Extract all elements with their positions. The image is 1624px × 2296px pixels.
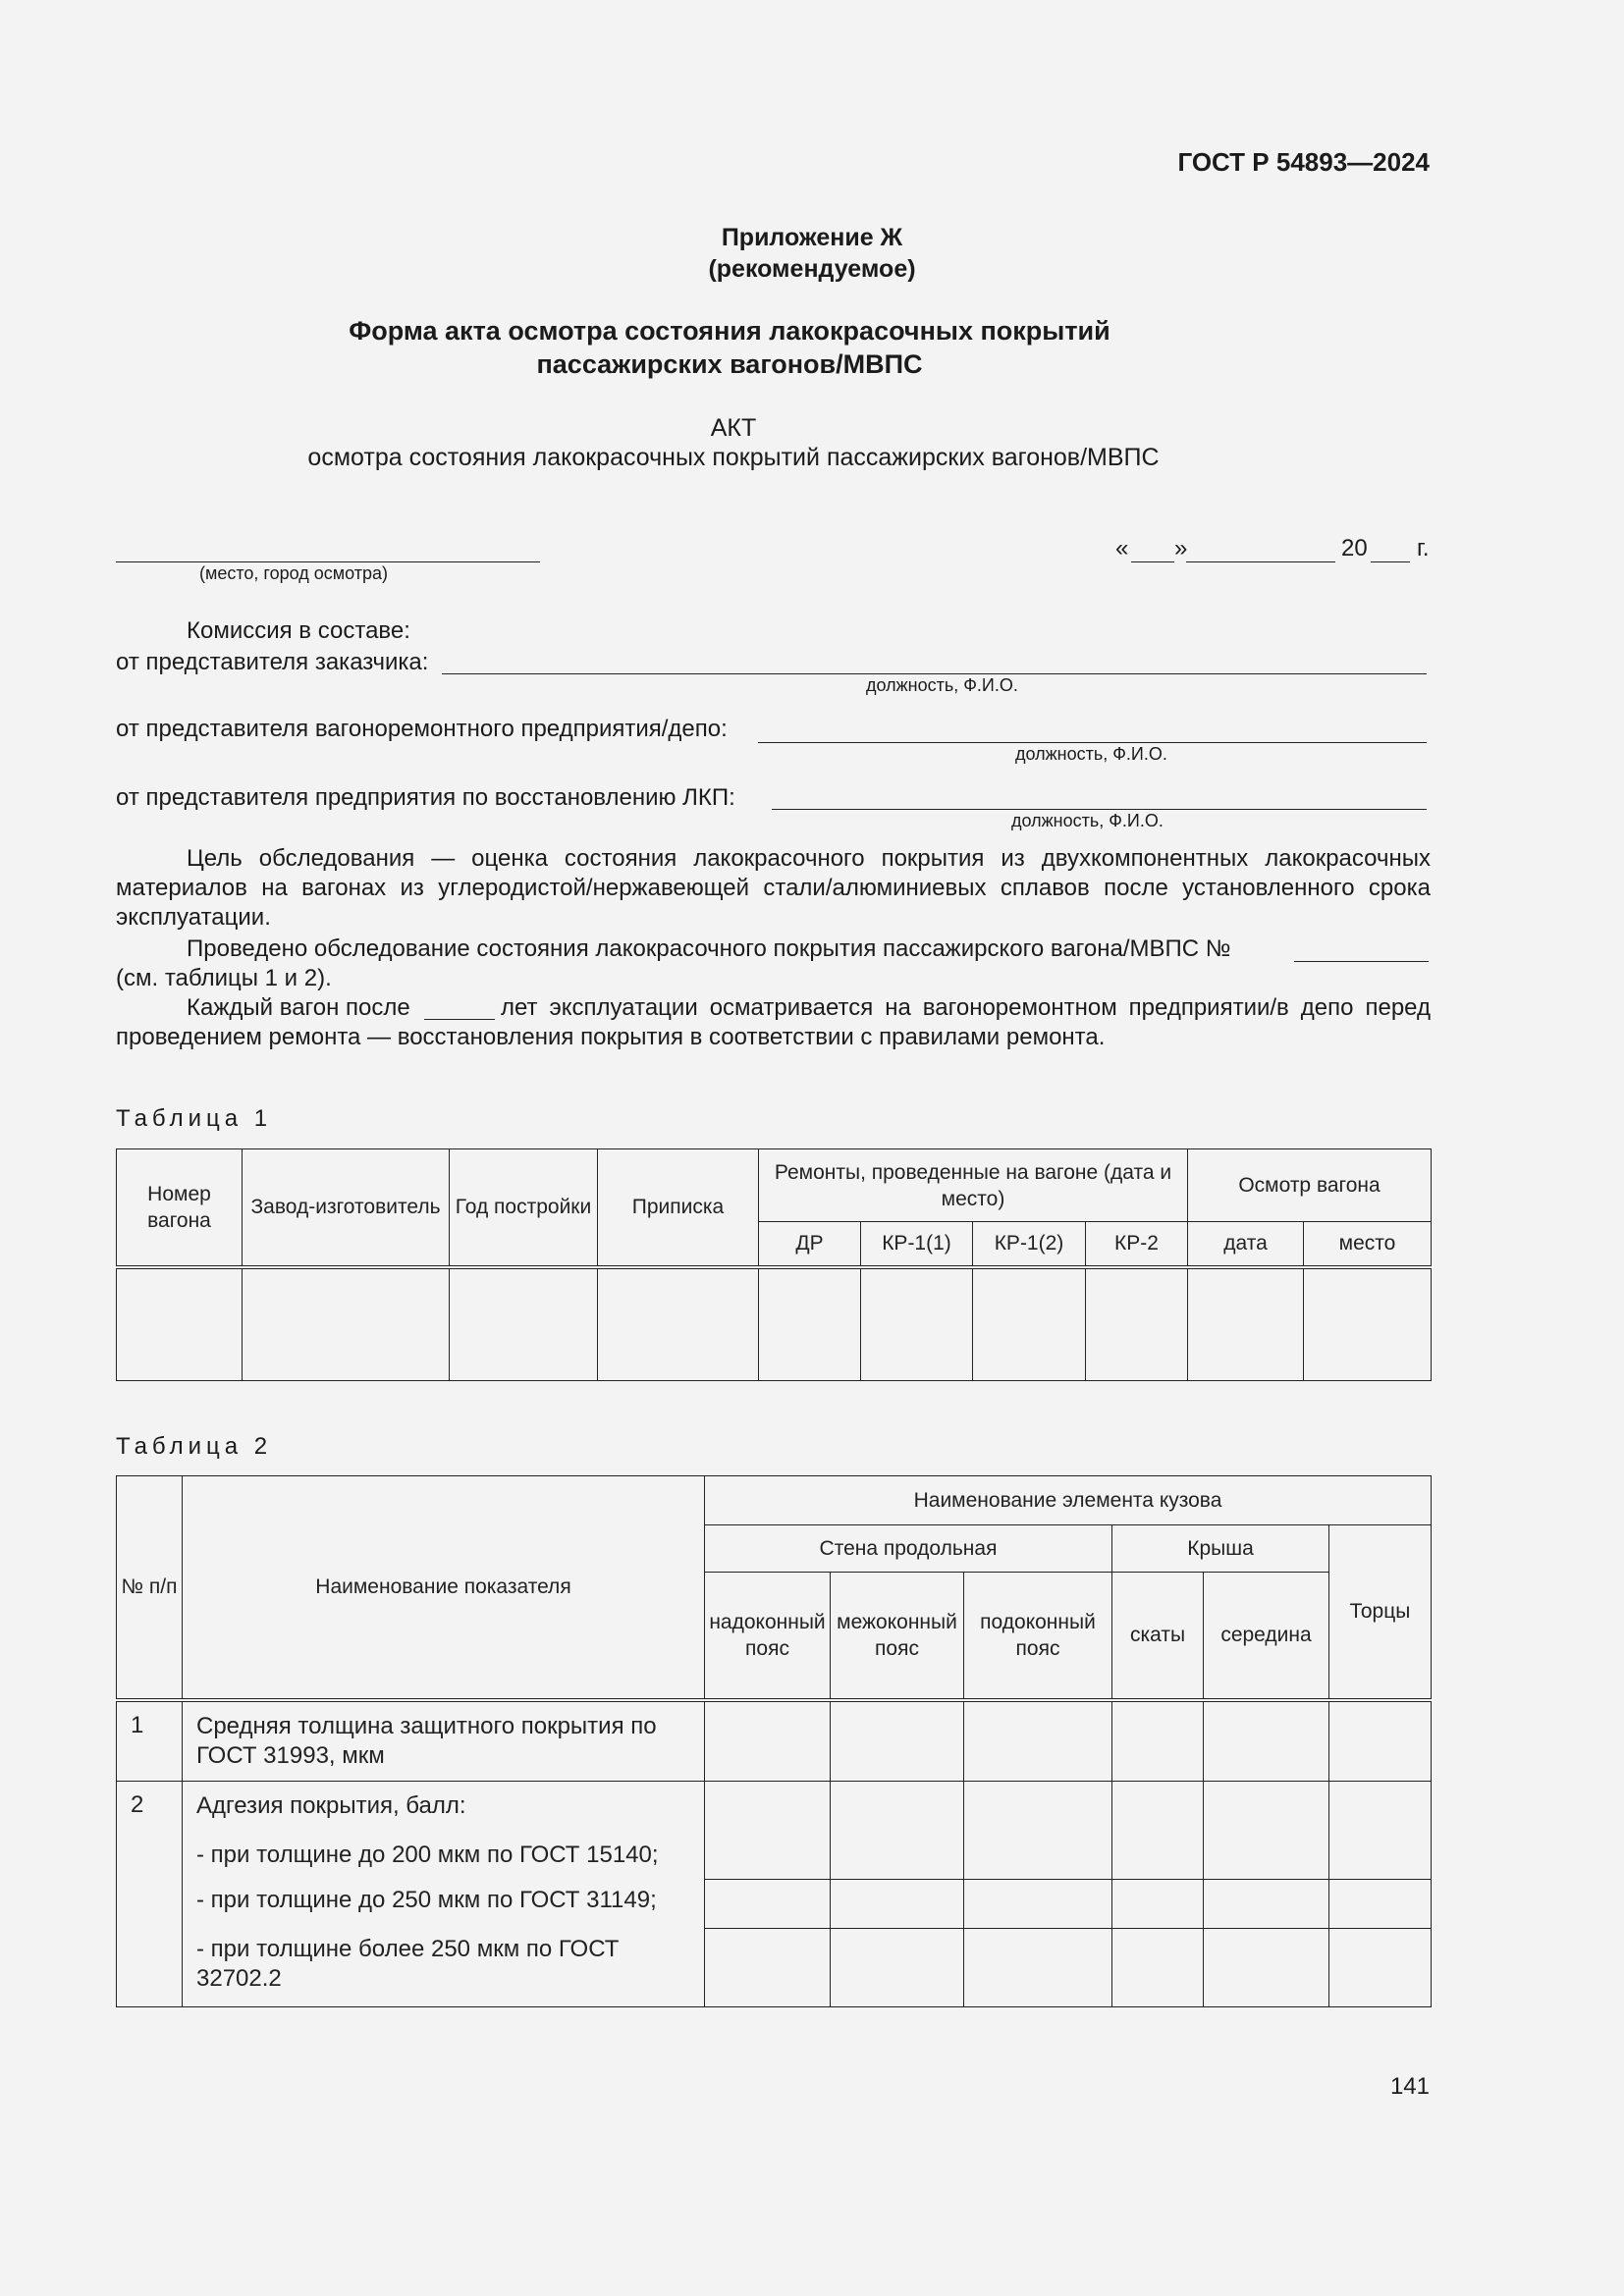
t2-sub-between-window: межоконный пояс: [831, 1573, 964, 1700]
date-year-blank: [1371, 561, 1410, 562]
customer-label: от представителя заказчика:: [116, 649, 429, 675]
table-cell[interactable]: [1329, 1880, 1432, 1929]
row-indicator-title: Адгезия покрытия, балл:: [196, 1791, 466, 1819]
t1-sub-kr12: КР-1(2): [973, 1222, 1086, 1267]
table-cell[interactable]: [973, 1267, 1086, 1381]
table-cell[interactable]: [759, 1267, 861, 1381]
t1-sub-date: дата: [1188, 1222, 1304, 1267]
row-number: 1: [117, 1700, 183, 1782]
table-cell[interactable]: [831, 1880, 964, 1929]
t2-header-indicator: Наименование показателя: [183, 1476, 705, 1700]
commission-intro: Комиссия в составе:: [187, 617, 410, 644]
t1-header-manufacturer: Завод-изготовитель: [243, 1149, 450, 1267]
table-cell[interactable]: [964, 1781, 1112, 1880]
standard-number: ГОСТ Р 54893—2024: [1177, 147, 1430, 177]
t2-header-element: Наименование элемента кузова: [705, 1476, 1432, 1525]
table-cell[interactable]: [1329, 1700, 1432, 1782]
t1-header-assignment: Приписка: [598, 1149, 759, 1267]
t2-header-roof: Крыша: [1112, 1525, 1329, 1573]
inspection-text: Проведено обследование состояния лакокрасочного покрытия пассажирского вагона/МВПС №: [187, 935, 1231, 962]
t1-header-car-number: Номер вагона: [117, 1149, 243, 1267]
table-cell[interactable]: [1204, 1700, 1329, 1782]
table-cell[interactable]: [243, 1267, 450, 1381]
t2-header-no: № п/п: [117, 1476, 183, 1700]
table-cell[interactable]: [1112, 1700, 1204, 1782]
table-cell[interactable]: [450, 1267, 598, 1381]
date-year-prefix: 20: [1341, 535, 1368, 561]
table-cell[interactable]: [1112, 1880, 1204, 1929]
table-cell[interactable]: [1112, 1781, 1204, 1880]
table2: [116, 1475, 1432, 2007]
table-cell[interactable]: [1329, 1929, 1432, 2007]
t1-sub-kr11: КР-1(1): [861, 1222, 973, 1267]
table-cell[interactable]: [831, 1929, 964, 2007]
table-cell[interactable]: [1329, 1781, 1432, 1880]
date-year-suffix: г.: [1417, 535, 1430, 561]
years-text-start: Каждый вагон после: [187, 994, 410, 1021]
table-cell[interactable]: [964, 1700, 1112, 1782]
car-number-blank: [1294, 961, 1429, 962]
depot-blank-line: [758, 742, 1427, 743]
place-blank-line: [116, 561, 540, 562]
t2-sub-middle: середина: [1204, 1573, 1329, 1700]
appendix-type: (рекомендуемое): [708, 255, 916, 283]
table-cell[interactable]: [705, 1781, 831, 1880]
table-cell[interactable]: [861, 1267, 973, 1381]
table-cell[interactable]: [705, 1700, 831, 1782]
table-row: [117, 1929, 1432, 2007]
table-cell[interactable]: [598, 1267, 759, 1381]
appendix-title: Приложение Ж: [721, 224, 903, 251]
t1-header-year: Год постройки: [450, 1149, 598, 1267]
lkp-blank-line: [772, 809, 1427, 810]
table-cell[interactable]: [1204, 1781, 1329, 1880]
table-cell[interactable]: [1188, 1267, 1304, 1381]
t2-sub-above-window: надоконный пояс: [705, 1573, 831, 1700]
table-row: [117, 1880, 1432, 1929]
row-indicator-adhesion: [183, 1781, 705, 1880]
lkp-hint: должность, Ф.И.О.: [1011, 811, 1164, 830]
depot-hint: должность, Ф.И.О.: [1015, 744, 1167, 764]
table-cell[interactable]: [1112, 1929, 1204, 2007]
table-cell[interactable]: [1304, 1267, 1432, 1381]
table-cell[interactable]: [1086, 1267, 1188, 1381]
t2-sub-below-window: подоконный пояс: [964, 1573, 1112, 1700]
t1-sub-dr: ДР: [759, 1222, 861, 1267]
purpose-paragraph: Цель обследования — оценка состояния лакокрасочного покрытия из двухкомпонентных лакокрасочных материалов на вагонах из углеродистой/нержавеющей стали/алюминиевых сплавов после установленного срока эксплуатации.: [116, 845, 1431, 931]
table-cell[interactable]: [117, 1267, 243, 1381]
table-cell[interactable]: [964, 1929, 1112, 2007]
customer-hint: должность, Ф.И.О.: [866, 675, 1018, 695]
act-title: АКТ: [710, 414, 757, 442]
tables-reference: (см. таблицы 1 и 2).: [116, 965, 332, 991]
row-number: 2: [117, 1781, 183, 2007]
table-cell[interactable]: [1204, 1880, 1329, 1929]
table2-caption: Таблица 2: [116, 1433, 273, 1460]
page-number: 141: [1389, 2073, 1430, 2100]
date-quote-close: »: [1174, 535, 1188, 561]
table-row: [117, 1267, 1432, 1381]
table-cell[interactable]: [964, 1880, 1112, 1929]
act-subtitle: осмотра состояния лакокрасочных покрытий пассажирских вагонов/МВПС: [307, 444, 1160, 471]
years-text-rest: лет эксплуатации осматривается на вагоноремонтном предприятии/в депо перед проведением ремонта — восстановления покрытия в соответствии с правилами ремонта.: [116, 994, 1431, 1050]
lkp-label: от представителя предприятия по восстановлению ЛКП:: [116, 784, 735, 811]
t1-header-inspection: Осмотр вагона: [1188, 1149, 1432, 1222]
table-cell[interactable]: [705, 1880, 831, 1929]
row-indicator-item: - при толщине до 200 мкм по ГОСТ 15140;: [196, 1841, 659, 1868]
row-indicator: Средняя толщина защитного покрытия по ГОСТ 31993, мкм: [183, 1700, 705, 1782]
row-indicator-item: - при толщине более 250 мкм по ГОСТ 32702.2: [183, 1929, 705, 2007]
table-row: [117, 1700, 1432, 1782]
t1-sub-kr2: КР-2: [1086, 1222, 1188, 1267]
form-title-line1: Форма акта осмотра состояния лакокрасочных покрытий: [349, 316, 1110, 346]
form-title-line2: пассажирских вагонов/МВПС: [536, 349, 923, 379]
table1: [116, 1148, 1432, 1381]
t1-sub-place: место: [1304, 1222, 1432, 1267]
table-row: [117, 1781, 1432, 1880]
table1-caption: Таблица 1: [116, 1105, 273, 1132]
customer-blank-line: [442, 673, 1427, 674]
table-cell[interactable]: [831, 1781, 964, 1880]
date-month-blank: [1186, 561, 1335, 562]
t2-header-ends: Торцы: [1329, 1525, 1432, 1700]
date-day-blank: [1131, 561, 1174, 562]
place-hint: (место, город осмотра): [199, 563, 389, 583]
t2-header-wall: Стена продольная: [705, 1525, 1112, 1573]
t1-header-repairs: Ремонты, проведенные на вагоне (дата и место): [759, 1149, 1188, 1222]
table-cell[interactable]: [1204, 1929, 1329, 2007]
t2-sub-slopes: скаты: [1112, 1573, 1204, 1700]
table-cell[interactable]: [705, 1929, 831, 2007]
row-indicator-item: - при толщине до 250 мкм по ГОСТ 31149;: [183, 1880, 705, 1929]
table-cell[interactable]: [831, 1700, 964, 1782]
depot-label: от представителя вагоноремонтного предприятия/депо:: [116, 716, 728, 742]
date-quote-open: «: [1115, 535, 1129, 561]
